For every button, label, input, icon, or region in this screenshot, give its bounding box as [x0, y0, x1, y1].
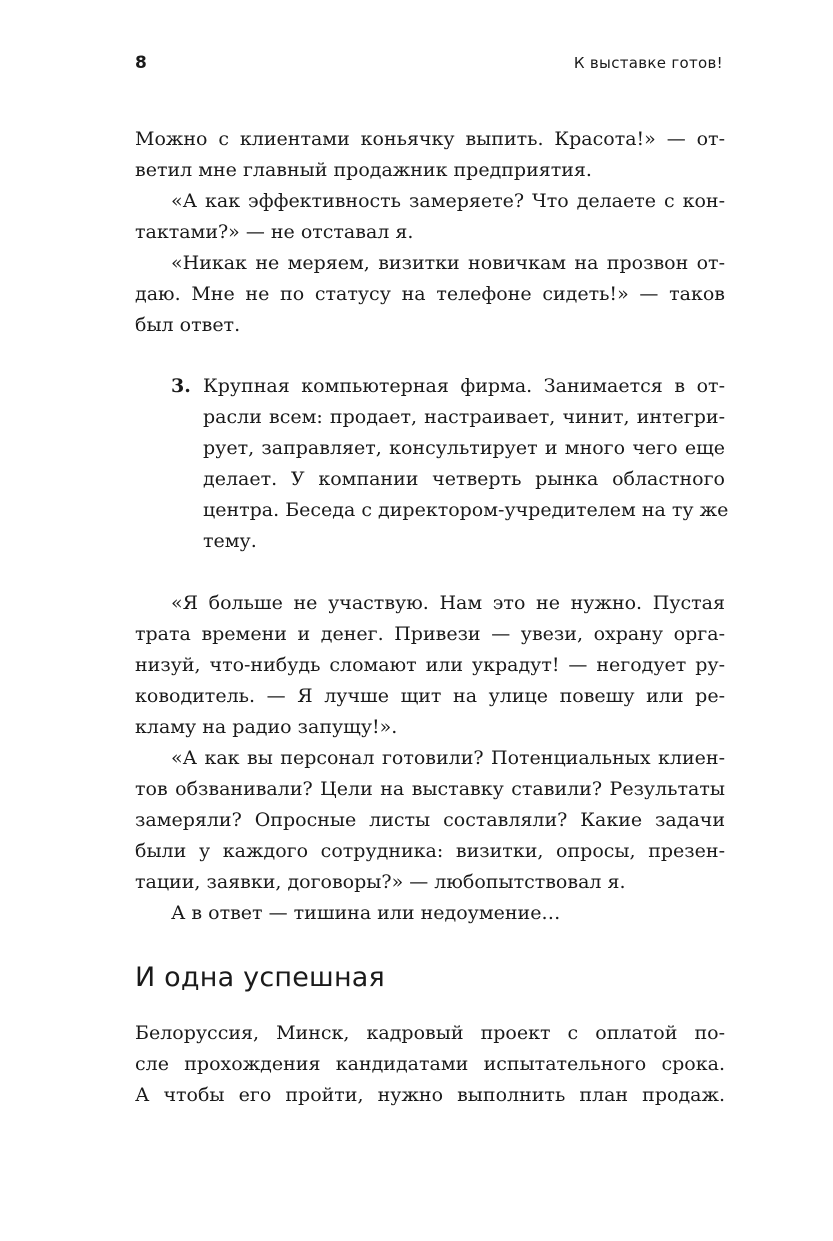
text-line: кламу на радио запущу!». [135, 716, 398, 738]
text-line: сле прохождения кандидатами испытательного срока. [135, 1053, 725, 1075]
text-line: «А как эффективность замеряете? Что делаете с кон- [171, 190, 725, 212]
text-line: ветил мне главный продажник предприятия. [135, 159, 592, 181]
text-line: был ответ. [135, 314, 241, 336]
list-item-line: делает. У компании четверть рынка областного [203, 468, 725, 490]
list-item-line: центра. Беседа с директором-учредителем на ту же [203, 499, 729, 521]
list-item-line: тему. [203, 530, 257, 552]
list-item-line: расли всем: продает, настраивает, чинит, интегри- [203, 406, 725, 428]
text-line: были у каждого сотрудника: визитки, опросы, презен- [135, 840, 725, 862]
text-line: замеряли? Опросные листы составляли? Какие задачи [135, 809, 725, 831]
text-line: даю. Мне не по статусу на телефоне сидеть!» — таков [135, 283, 725, 305]
text-line: «Я больше не участвую. Нам это не нужно. Пустая [171, 592, 725, 614]
text-line: тов обзванивали? Цели на выставку ставили? Результаты [135, 778, 725, 800]
text-line: низуй, что-нибудь сломают или украдут! — негодует ру- [135, 654, 725, 676]
text-line: тактами?» — не отставал я. [135, 221, 414, 243]
list-item-line: рует, заправляет, консультирует и много чего еще [203, 437, 725, 459]
page-number: 8 [135, 53, 147, 73]
text-line: ководитель. — Я лучше щит на улице повешу или ре- [135, 685, 725, 707]
text-line: «А как вы персонал готовили? Потенциальных клиен- [171, 747, 725, 769]
text-line: трата времени и денег. Привези — увези, охрану орга- [135, 623, 725, 645]
text-line: А в ответ — тишина или недоумение… [171, 902, 561, 924]
list-number: 3. [171, 375, 191, 397]
section-heading: И одна успешная [135, 962, 385, 993]
text-line: «Никак не меряем, визитки новичкам на прозвон от- [171, 252, 725, 274]
text-line: Белоруссия, Минск, кадровый проект с оплатой по- [135, 1022, 725, 1044]
running-title: К выставке готов! [573, 54, 723, 72]
text-line: Можно с клиентами коньячку выпить. Красота!» — от- [135, 128, 725, 150]
text-line: тации, заявки, договоры?» — любопытствовал я. [135, 871, 626, 893]
text-line: А чтобы его пройти, нужно выполнить план продаж. [135, 1084, 725, 1106]
list-item-line: Крупная компьютерная фирма. Занимается в от- [203, 375, 725, 397]
